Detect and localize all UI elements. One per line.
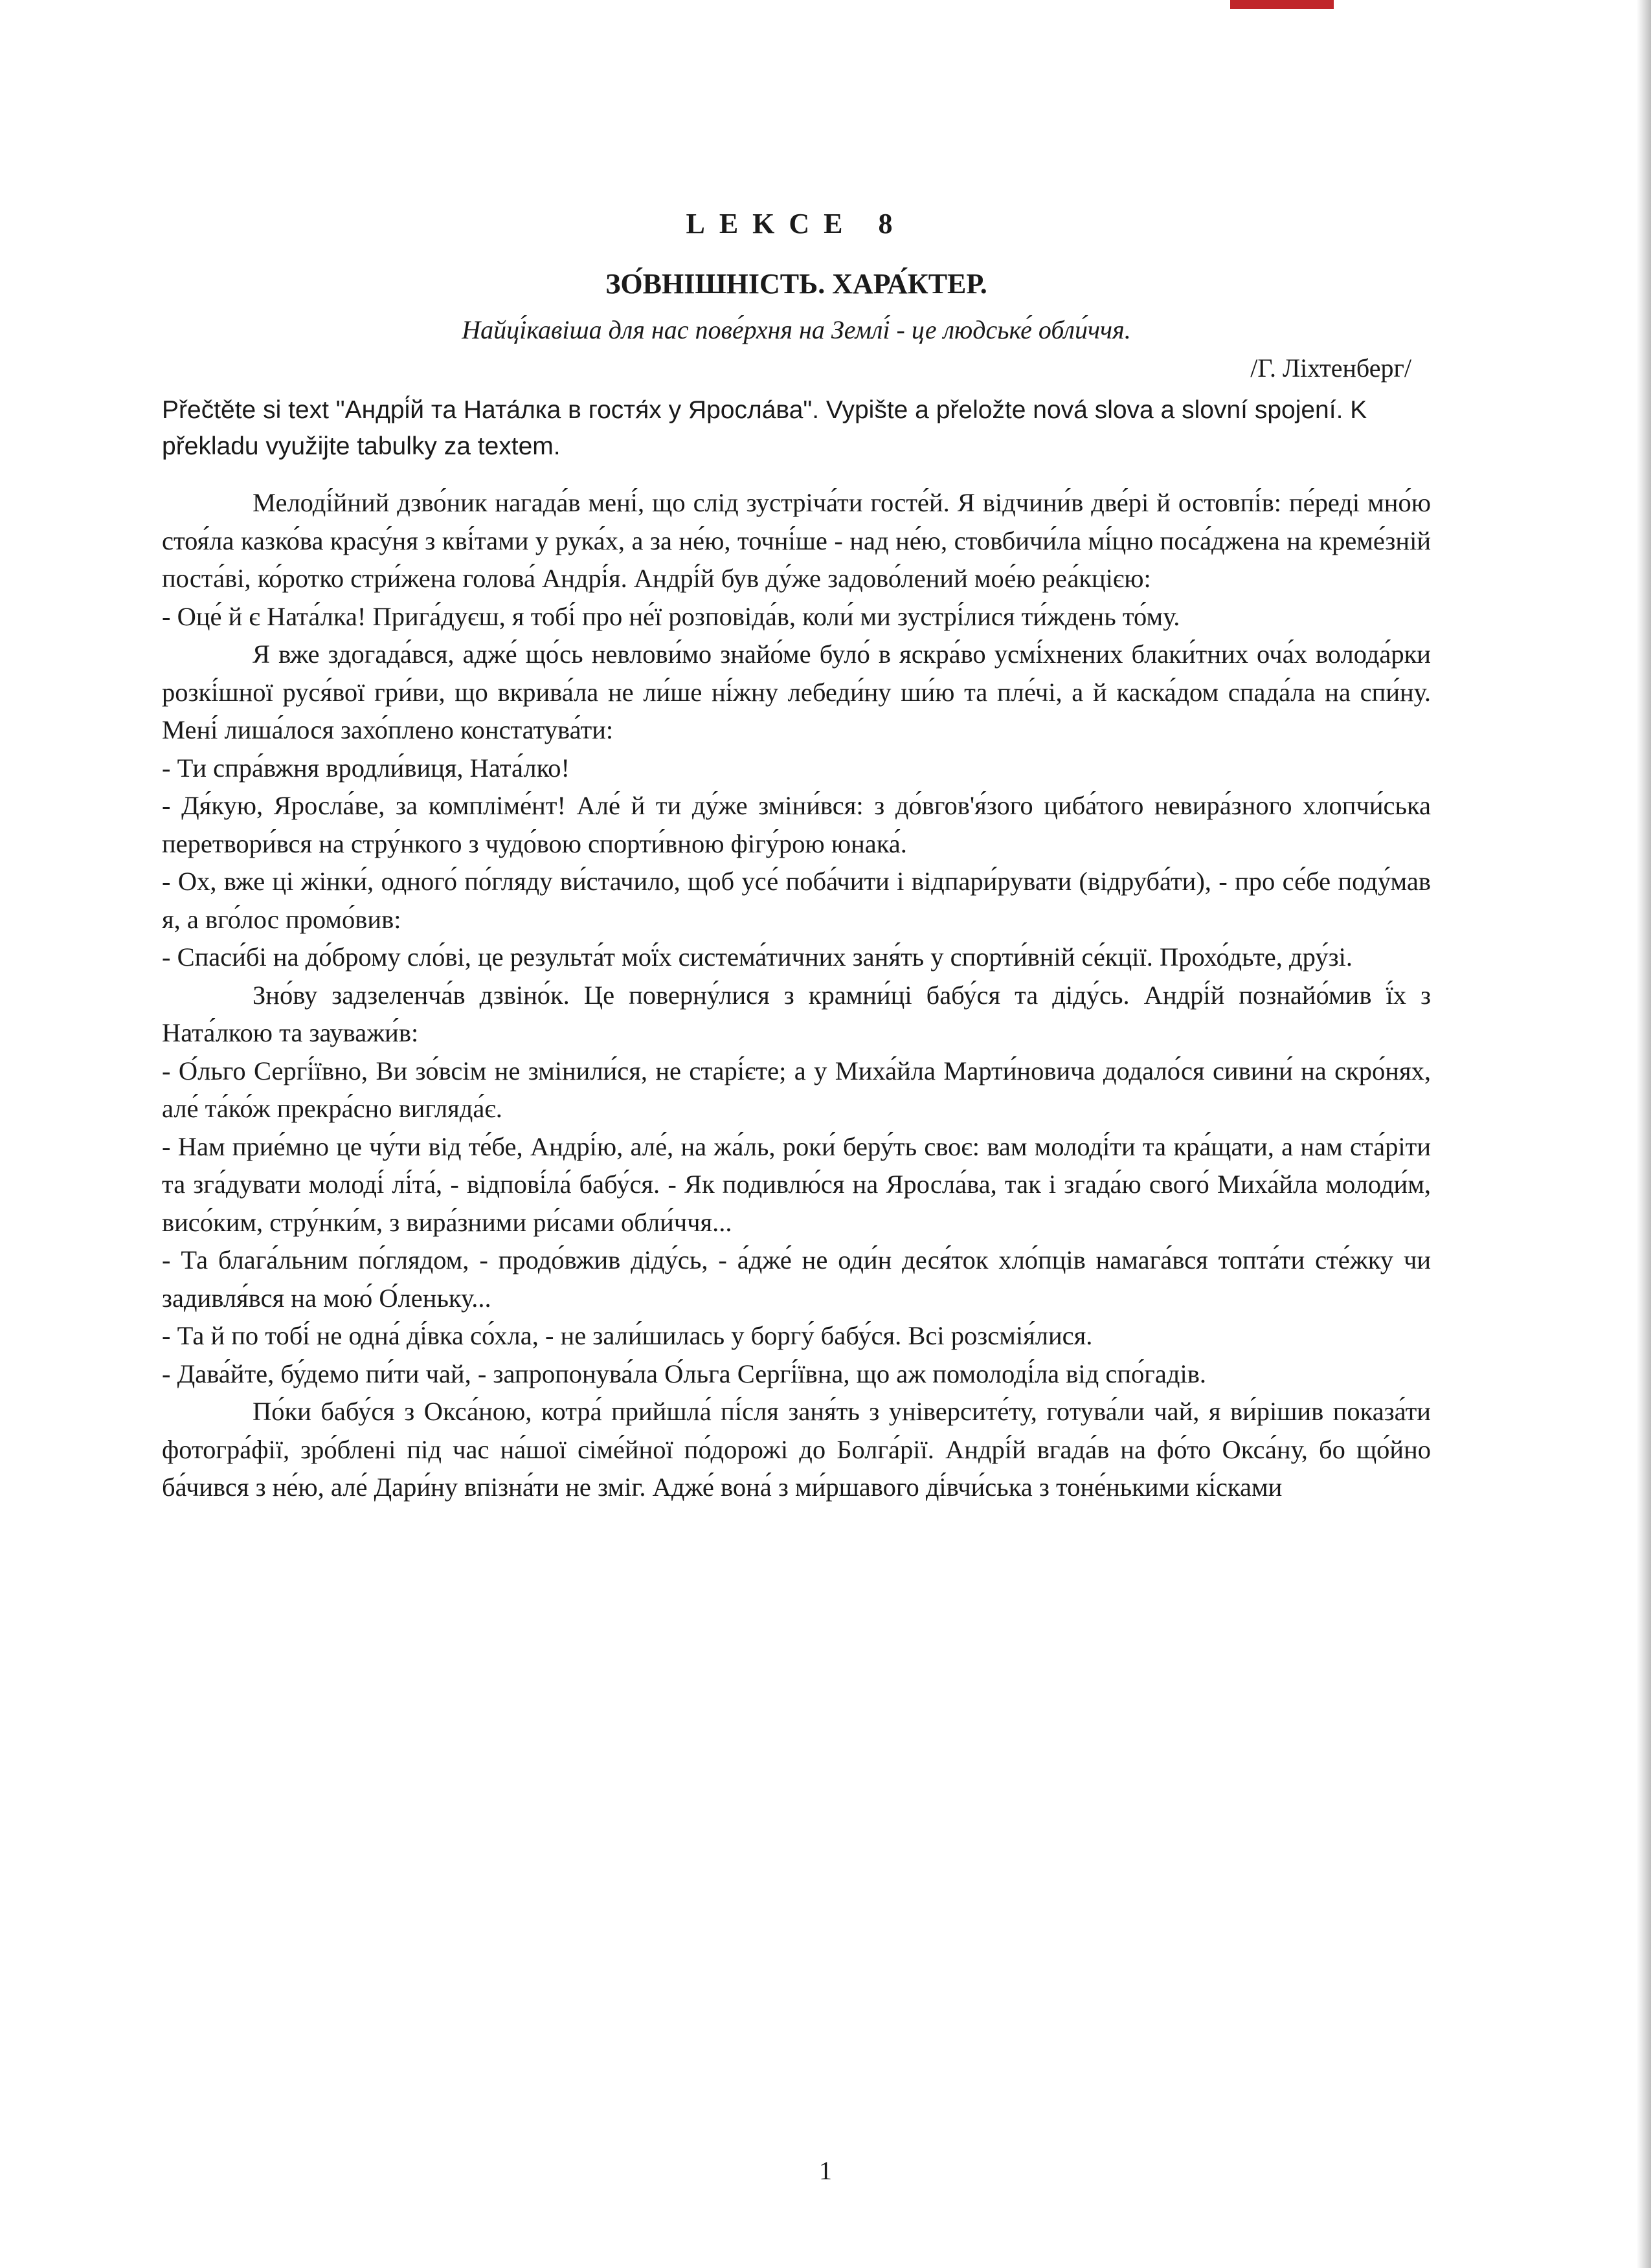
paragraph: Я вже здогада́вся, адже́ що́сь невлови́мо знайо́ме було́ в яскра́во усмі́хнених блаки́тних оча́х волода́рки розкі́шної руся́вої гри́ви, що вкрива́ла не ли́ше ні́жну лебеди́ну ши́ю та пле́чі, а й каска́дом спада́ла на спи́ну. Мені́ лиша́лося захо́плено констатува́ти:: [162, 639, 1431, 744]
paragraph: - Дава́йте, бу́демо пи́ти чай, - запропонува́ла О́льга Сергі́ївна, що аж помолоді́ла від спо́гадів.: [162, 1359, 1206, 1388]
page-edge-shadow: [1637, 0, 1651, 2268]
paragraph: - Ти спра́вжня вродли́виця, Ната́лко!: [162, 753, 570, 783]
paragraph: Мелоді́йний дзво́ник нагада́в мені́, що слід зустріча́ти госте́й. Я відчини́в две́рі й остовпі́в: пе́реді мно́ю стоя́ла казко́ва красу́ня з кві́тами у рука́х, а за не́ю, точні́ше - над не́ю, стовбичи́ла мі́цно поса́джена на креме́зній поста́ві, ко́ротко стри́жена голова́ Андрі́я. Андрі́й був ду́же задово́лений мое́ю реа́кцією:: [162, 488, 1431, 593]
page-number: 1: [819, 2156, 832, 2185]
paragraph: - О́льго Сергі́ївно, Ви зо́всім не змінили́ся, не старі́єте; а у Миха́йла Марти́новича додало́ся сивини́ на скро́нях, але́ та́ко́ж прекра́сно вигляда́є.: [162, 1056, 1431, 1123]
epigraph: Найці́кавіша для нас пове́рхня на Землі́ - це людське́ обли́ччя.: [462, 315, 1131, 344]
paragraph: - Дя́кую, Яросла́ве, за компліме́нт! Але́ й ти ду́же зміни́вся: з до́вгов'я́зого циба́того невира́зного хлопчи́ська перетвори́вся на стру́нкого з чудо́вою спорти́вною фігу́рою юнака́.: [162, 791, 1431, 858]
paragraph: - Ох, вже ці жінки́, одного́ по́гляду ви́стачило, щоб усе́ поба́чити і відпари́рувати (відруба́ти), - про се́бе поду́мав я, а вго́лос промо́вив:: [162, 867, 1431, 934]
epigraph-author: /Г. Ліхтенберг/: [1250, 353, 1411, 383]
paragraph: - Спаси́бі на до́брому сло́ві, це результа́т мої́х система́тичних заня́ть у спорти́вній се́кції. Прохо́дьте, дру́зі.: [162, 942, 1353, 972]
paragraph: - Та й по тобі́ не одна́ ді́вка со́хла, - не зали́шилась у боргу́ бабу́ся. Всі розсмія́лися.: [162, 1321, 1093, 1350]
lesson-title: LEKCE 8: [686, 208, 907, 239]
top-edge-mark: [1230, 0, 1334, 9]
instructions: Přečtěte si text "Андрі́й та Ната́лка в гостя́х у Яросла́ва". Vypište a přeložte nová slova a slovní spojení. K překladu využijte tabulky za textem.: [162, 396, 1367, 460]
paragraph: По́ки бабу́ся з Окса́ною, котра́ прийшла́ пі́сля заня́ть з університе́ту, готува́ли чай, я ви́рішив показа́ти фотогра́фії, зро́блені під час на́шої сіме́йної по́дорожі до Болга́рії. Андрі́й вгада́в на фо́то Окса́ну, бо що́йно ба́чився з не́ю, але́ Дари́ну впізна́ти не зміг. Адже́ вона́ з ми́ршавого ді́вчи́ська з тоне́нькими кі́сками: [162, 1397, 1431, 1502]
paragraph: - Нам прие́мно це чу́ти від те́бе, Андрі́ю, але́, на жа́ль, роки́ беру́ть своє: вам молоді́ти та кра́щати, а нам ста́ріти та зга́дувати молоді́ лі́та́, - відпові́ла́ бабу́ся. - Як подивлю́ся на Яросла́ва, так і згада́ю свого́ Миха́йла молоди́м, висо́ким, стру́нки́м, з вира́зними ри́сами обли́ччя...: [162, 1131, 1431, 1237]
lesson-subtitle: ЗО́ВНІШНІСТЬ. ХАРА́КТЕР.: [605, 268, 987, 300]
paragraph: - Оце́ й є Ната́лка! Прига́дуєш, я тобі́ про не́ї розповіда́в, коли́ ми зустрі́лися ти́ждень то́му.: [162, 601, 1180, 631]
document-page: [162, 207, 1431, 1507]
paragraph: Зно́ву задзеленча́в дзвіно́к. Це поверну́лися з крамни́ці бабу́ся та діду́сь. Андрі́й познайо́мив ї́х з Ната́лкою та зауважи́в:: [162, 980, 1431, 1047]
text-body: [162, 484, 1431, 1507]
paragraph: - Та блага́льним по́глядом, - продо́вжив діду́сь, - а́дже́ не оди́н деся́ток хло́пців намага́вся топта́ти сте́жку чи задивля́вся на мою́ О́леньку...: [162, 1245, 1431, 1313]
